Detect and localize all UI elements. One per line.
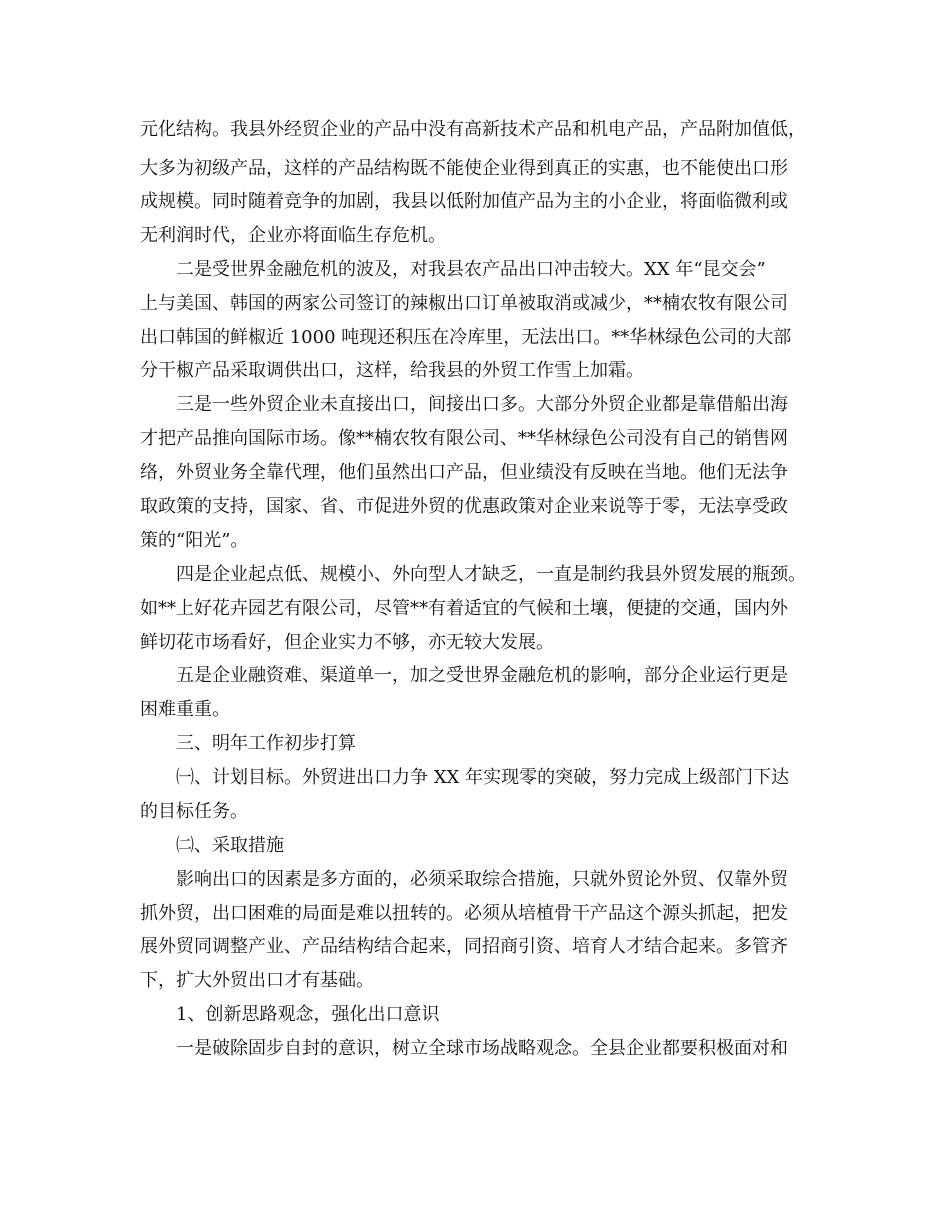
subsection-heading: 1、创新思路观念，强化出口意识	[176, 1004, 440, 1025]
text-line: 元化结构。我县外经贸企业的产品中没有高新技术产品和机电产品，产品附加值低，	[140, 119, 806, 140]
text-line: 三是一些外贸企业未直接出口，间接出口多。大部分外贸企业都是靠借船出海	[176, 394, 788, 415]
text-line: 取政策的支持，国家、省、市促进外贸的优惠政策对企业来说等于零，无法享受政	[140, 496, 788, 517]
section-heading: 三、明年工作初步打算	[176, 733, 356, 754]
subsection-heading: ㈡、采取措施	[176, 835, 284, 856]
text-line: 策的“阳光”。	[140, 530, 249, 551]
text-line: 分干椒产品采取调供出口，这样，给我县的外贸工作雪上加霜。	[140, 360, 644, 381]
text-line: 困难重重。	[140, 699, 230, 720]
text-line: 一是破除固步自封的意识，树立全球市场战略观念。全县企业都要积极面对和	[176, 1038, 788, 1059]
text-line: 抓外贸，出口困难的局面是难以扭转的。必须从培植骨干产品这个源头抓起，把发	[140, 903, 788, 924]
text-line: 下，扩大外贸出口才有基础。	[140, 970, 374, 991]
text-line: 出口韩国的鲜椒近 1000 吨现还积压在冷库里，无法出口。**华林绿色公司的大部	[140, 327, 792, 348]
text-line: 如**上好花卉园艺有限公司，尽管**有着适宜的气候和土壤，便捷的交通，国内外	[140, 598, 788, 619]
text-line: 才把产品推向国际市场。像**楠农牧有限公司、**华林绿色公司没有自己的销售网	[140, 428, 788, 449]
text-line: 成规模。同时随着竞争的加剧，我县以低附加值产品为主的小企业，将面临微利或	[140, 191, 788, 212]
text-line: 二是受世界金融危机的波及，对我县农产品出口冲击较大。XX 年“昆交会”	[176, 259, 766, 280]
text-line: 络，外贸业务全靠代理，他们虽然出口产品，但业绩没有反映在当地。他们无法争	[140, 462, 788, 483]
text-line: 无利润时代，企业亦将面临生存危机。	[140, 225, 446, 246]
text-line: 四是企业起点低、规模小、外向型人才缺乏，一直是制约我县外贸发展的瓶颈。	[176, 564, 806, 585]
text-line: 影响出口的因素是多方面的，必须采取综合措施，只就外贸论外贸、仅靠外贸	[176, 869, 788, 890]
text-line: 上与美国、韩国的两家公司签订的辣椒出口订单被取消或减少，**楠农牧有限公司	[140, 293, 788, 314]
text-line: 五是企业融资难、渠道单一，加之受世界金融危机的影响，部分企业运行更是	[176, 665, 788, 686]
text-line: 鲜切花市场看好，但企业实力不够，亦无较大发展。	[140, 632, 554, 653]
text-line: 大多为初级产品，这样的产品结构既不能使企业得到真正的实惠，也不能使出口形	[140, 158, 788, 179]
text-line: 展外贸同调整产业、产品结构结合起来，同招商引资、培育人才结合起来。多管齐	[140, 936, 788, 957]
text-line: 的目标任务。	[140, 801, 248, 822]
text-line: ㈠、计划目标。外贸进出口力争 XX 年实现零的突破，努力完成上级部门下达	[176, 767, 790, 788]
